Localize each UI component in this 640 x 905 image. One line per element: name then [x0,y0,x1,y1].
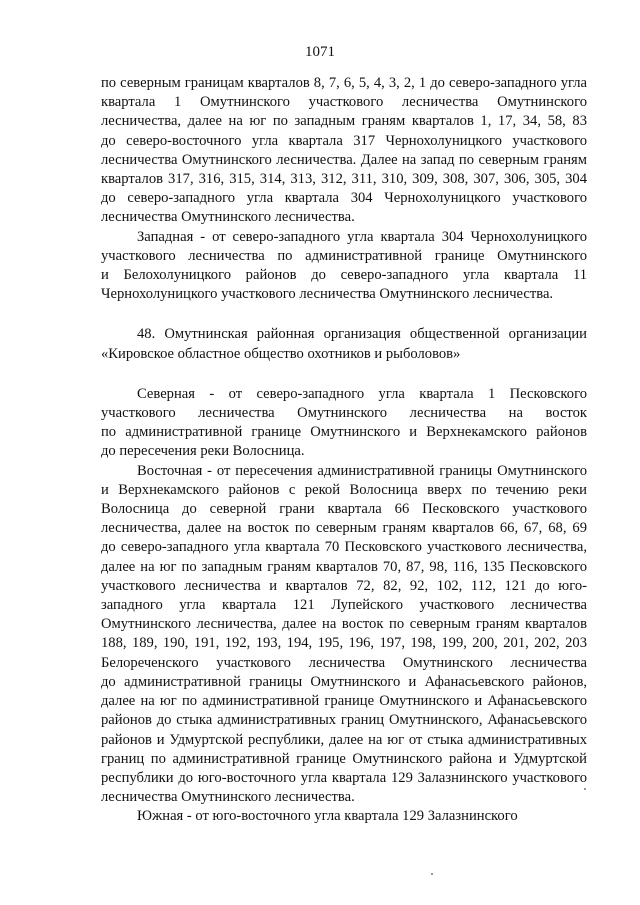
paragraph-southern [101,807,587,826]
paragraph-heading-48 [101,325,587,363]
document-body [101,74,587,827]
text-line: участкового лесничества и кварталов 72, 82, 92, 102, 112, 121 до юго- [101,577,587,594]
text-line: Восточная - от пересечения административной границы Омутнинского [137,462,587,479]
text-line: «Кировское областное общество охотников и рыболовов» [101,345,461,362]
text-line: лесничества Омутнинского лесничества. Далее на запад по северным граням [101,151,587,168]
text-line: Западная - от северо-западного угла квартала 304 Чернохолуницкого [137,228,587,245]
text-line: районов и Удмуртской республики, далее на юг от стыка административных [101,731,587,748]
paragraph-eastern [101,462,587,808]
text-line: участкового лесничества Омутнинского лесничества на восток [101,405,587,422]
text-line: лесничества Омутнинского лесничества. [101,209,355,226]
scan-speck [431,873,433,875]
text-line: Омутнинского лесничества, далее на восток по северным граням кварталов [101,616,587,633]
text-line: далее на юг по западным граням кварталов 70, 87, 98, 116, 135 Песковского [101,558,587,575]
text-line: далее на юг по административной границе Омутнинского и Афанасьевского [101,693,587,710]
text-line: западного угла квартала 121 Лупейского участкового лесничества [101,597,587,614]
text-line: до административной границы Омутнинского и Афанасьевского районов, [101,673,587,690]
text-line: лесничества, далее на юг по западным граням кварталов 1, 17, 34, 58, 83 [101,113,587,130]
paragraph-western [101,228,587,305]
text-line: по северным границам кварталов 8, 7, 6, 5, 4, 3, 2, 1 до северо-западного угла [101,75,587,91]
text-line: 188, 189, 190, 191, 192, 193, 194, 195, 196, 197, 198, 199, 200, 201, 202, 203 [101,635,587,652]
text-line: участкового лесничества по административной границе Омутнинского [101,247,587,264]
text-line: Чернохолуницкого участкового лесничества Омутнинского лесничества. [101,286,554,303]
text-line: по административной границе Омутнинского и Верхнекамского районов [101,424,587,441]
text-line: республики до юго-восточного угла квартала 129 Залазнинского участкового [101,769,587,786]
text-line: кварталов 317, 316, 315, 314, 313, 312, 311, 310, 309, 308, 307, 306, 305, 304 [101,171,587,188]
text-line: лесничества Омутнинского лесничества. [101,789,355,806]
text-line: до северо-восточного угла квартала 317 Чернохолуницкого участкового [101,132,587,149]
text-line: 48. Омутнинская районная организация общественной организации [137,326,587,343]
page-number: 1071 [305,44,335,60]
scan-speck [584,788,586,790]
text-line: границ по административной границе Омутнинского района и Удмуртской [101,750,587,767]
text-line: и Верхнекамского районов с рекой Волосница вверх по течению реки [101,481,587,498]
text-line: Волосница до северной грани квартала 66 Песковского участкового [101,501,587,518]
paragraph-intro [101,74,587,228]
text-line: квартала 1 Омутнинского участкового лесничества Омутнинского [101,94,587,111]
text-line: Белореченского участкового лесничества Омутнинского лесничества [101,654,587,671]
text-line: до северо-западного угла квартала 70 Песковского участкового лесничества, [101,539,587,556]
text-line: районов до стыка административных границ Омутнинского, Афанасьевского [101,712,587,729]
text-line: Северная - от северо-западного угла квартала 1 Песковского [137,385,587,402]
paragraph-northern [101,385,587,462]
text-line: Южная - от юго-восточного угла квартала 129 Залазнинского [137,808,518,825]
text-line: и Белохолуницкого районов до северо-западного угла квартала 11 [101,267,587,284]
text-line: до пересечения реки Волосница. [101,443,305,460]
text-line: лесничества, далее на восток по северным граням кварталов 66, 67, 68, 69 [101,520,587,537]
text-line: до северо-западного угла квартала 304 Чернохолуницкого участкового [101,190,587,207]
